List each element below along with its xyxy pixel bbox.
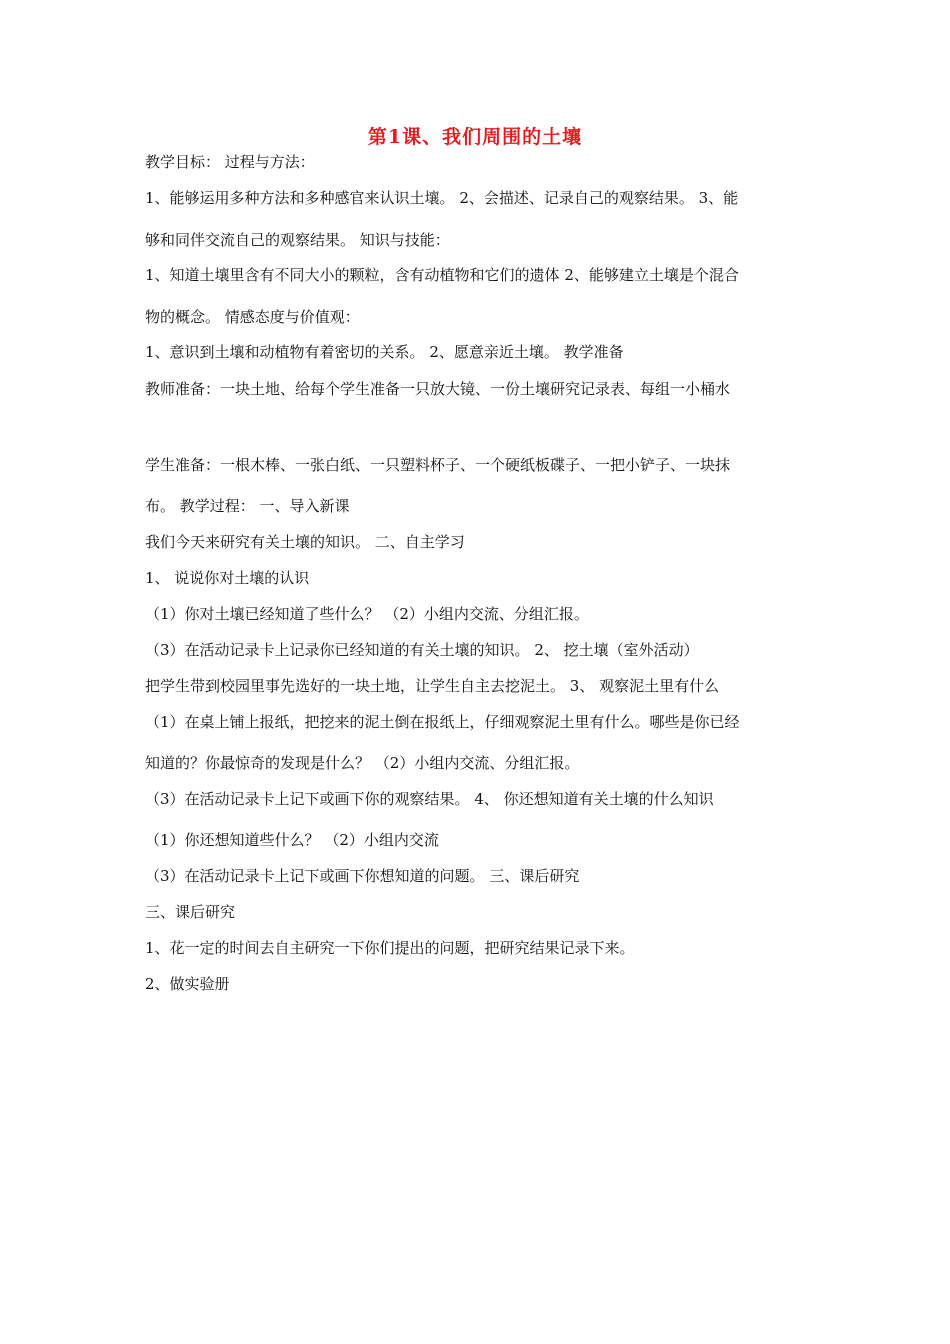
text-line: 三、课后研究 xyxy=(145,903,236,921)
text-line: 教师准备：一块土地、给每个学生准备一只放大镜、一份土壤研究记录表、每组一小桶水 xyxy=(145,380,731,398)
text-line: （1）在桌上铺上报纸，把挖来的泥土倒在报纸上，仔细观察泥土里有什么。哪些是你已经 xyxy=(145,713,740,731)
text-line: （1）你还想知道些什么？ （2）小组内交流 xyxy=(145,831,439,849)
text-line: 物的概念。 情感态度与价值观： xyxy=(145,308,360,326)
text-line: 知道的？你最惊奇的发现是什么？ （2）小组内交流、分组汇报。 xyxy=(145,754,580,772)
text-line: 把学生带到校园里事先选好的一块土地，让学生自主去挖泥土。 3、 观察泥土里有什么 xyxy=(145,677,720,695)
text-line: （3）在活动记录卡上记下或画下你想知道的问题。 三、课后研究 xyxy=(145,867,580,885)
text-line: （1）你对土壤已经知道了些什么？ （2）小组内交流、分组汇报。 xyxy=(145,605,589,623)
text-line: 2、做实验册 xyxy=(145,975,230,993)
text-line-objectives-heading: 教学目标： 过程与方法： xyxy=(145,153,315,171)
text-line: 1、知道土壤里含有不同大小的颗粒，含有动植物和它们的遗体 2、能够建立土壤是个混合 xyxy=(145,266,739,284)
text-line: 学生准备：一根木棒、一张白纸、一只塑料杯子、一个硬纸板碟子、一把小铲子、一块抹 xyxy=(145,456,731,474)
text-line: 我们今天来研究有关土壤的知识。 二、自主学习 xyxy=(145,533,465,551)
text-line: （3）在活动记录卡上记录你已经知道的有关土壤的知识。 2、 挖土壤（室外活动） xyxy=(145,641,699,659)
document-title: 第1课、我们周围的土壤 xyxy=(367,126,583,148)
text-line: 1、意识到土壤和动植物有着密切的关系。 2、愿意亲近土壤。 教学准备 xyxy=(145,343,624,361)
text-line: 1、花一定的时间去自主研究一下你们提出的问题，把研究结果记录下来。 xyxy=(145,939,635,957)
text-line: 1、 说说你对土壤的认识 xyxy=(145,569,310,587)
text-line: （3）在活动记录卡上记下或画下你的观察结果。 4、 你还想知道有关土壤的什么知识 xyxy=(145,790,714,808)
text-line: 够和同伴交流自己的观察结果。 知识与技能： xyxy=(145,231,450,249)
text-line: 1、能够运用多种方法和多种感官来认识土壤。 2、会描述、记录自己的观察结果。 3、能 xyxy=(145,189,739,207)
text-line: 布。 教学过程： 一、导入新课 xyxy=(145,497,350,515)
